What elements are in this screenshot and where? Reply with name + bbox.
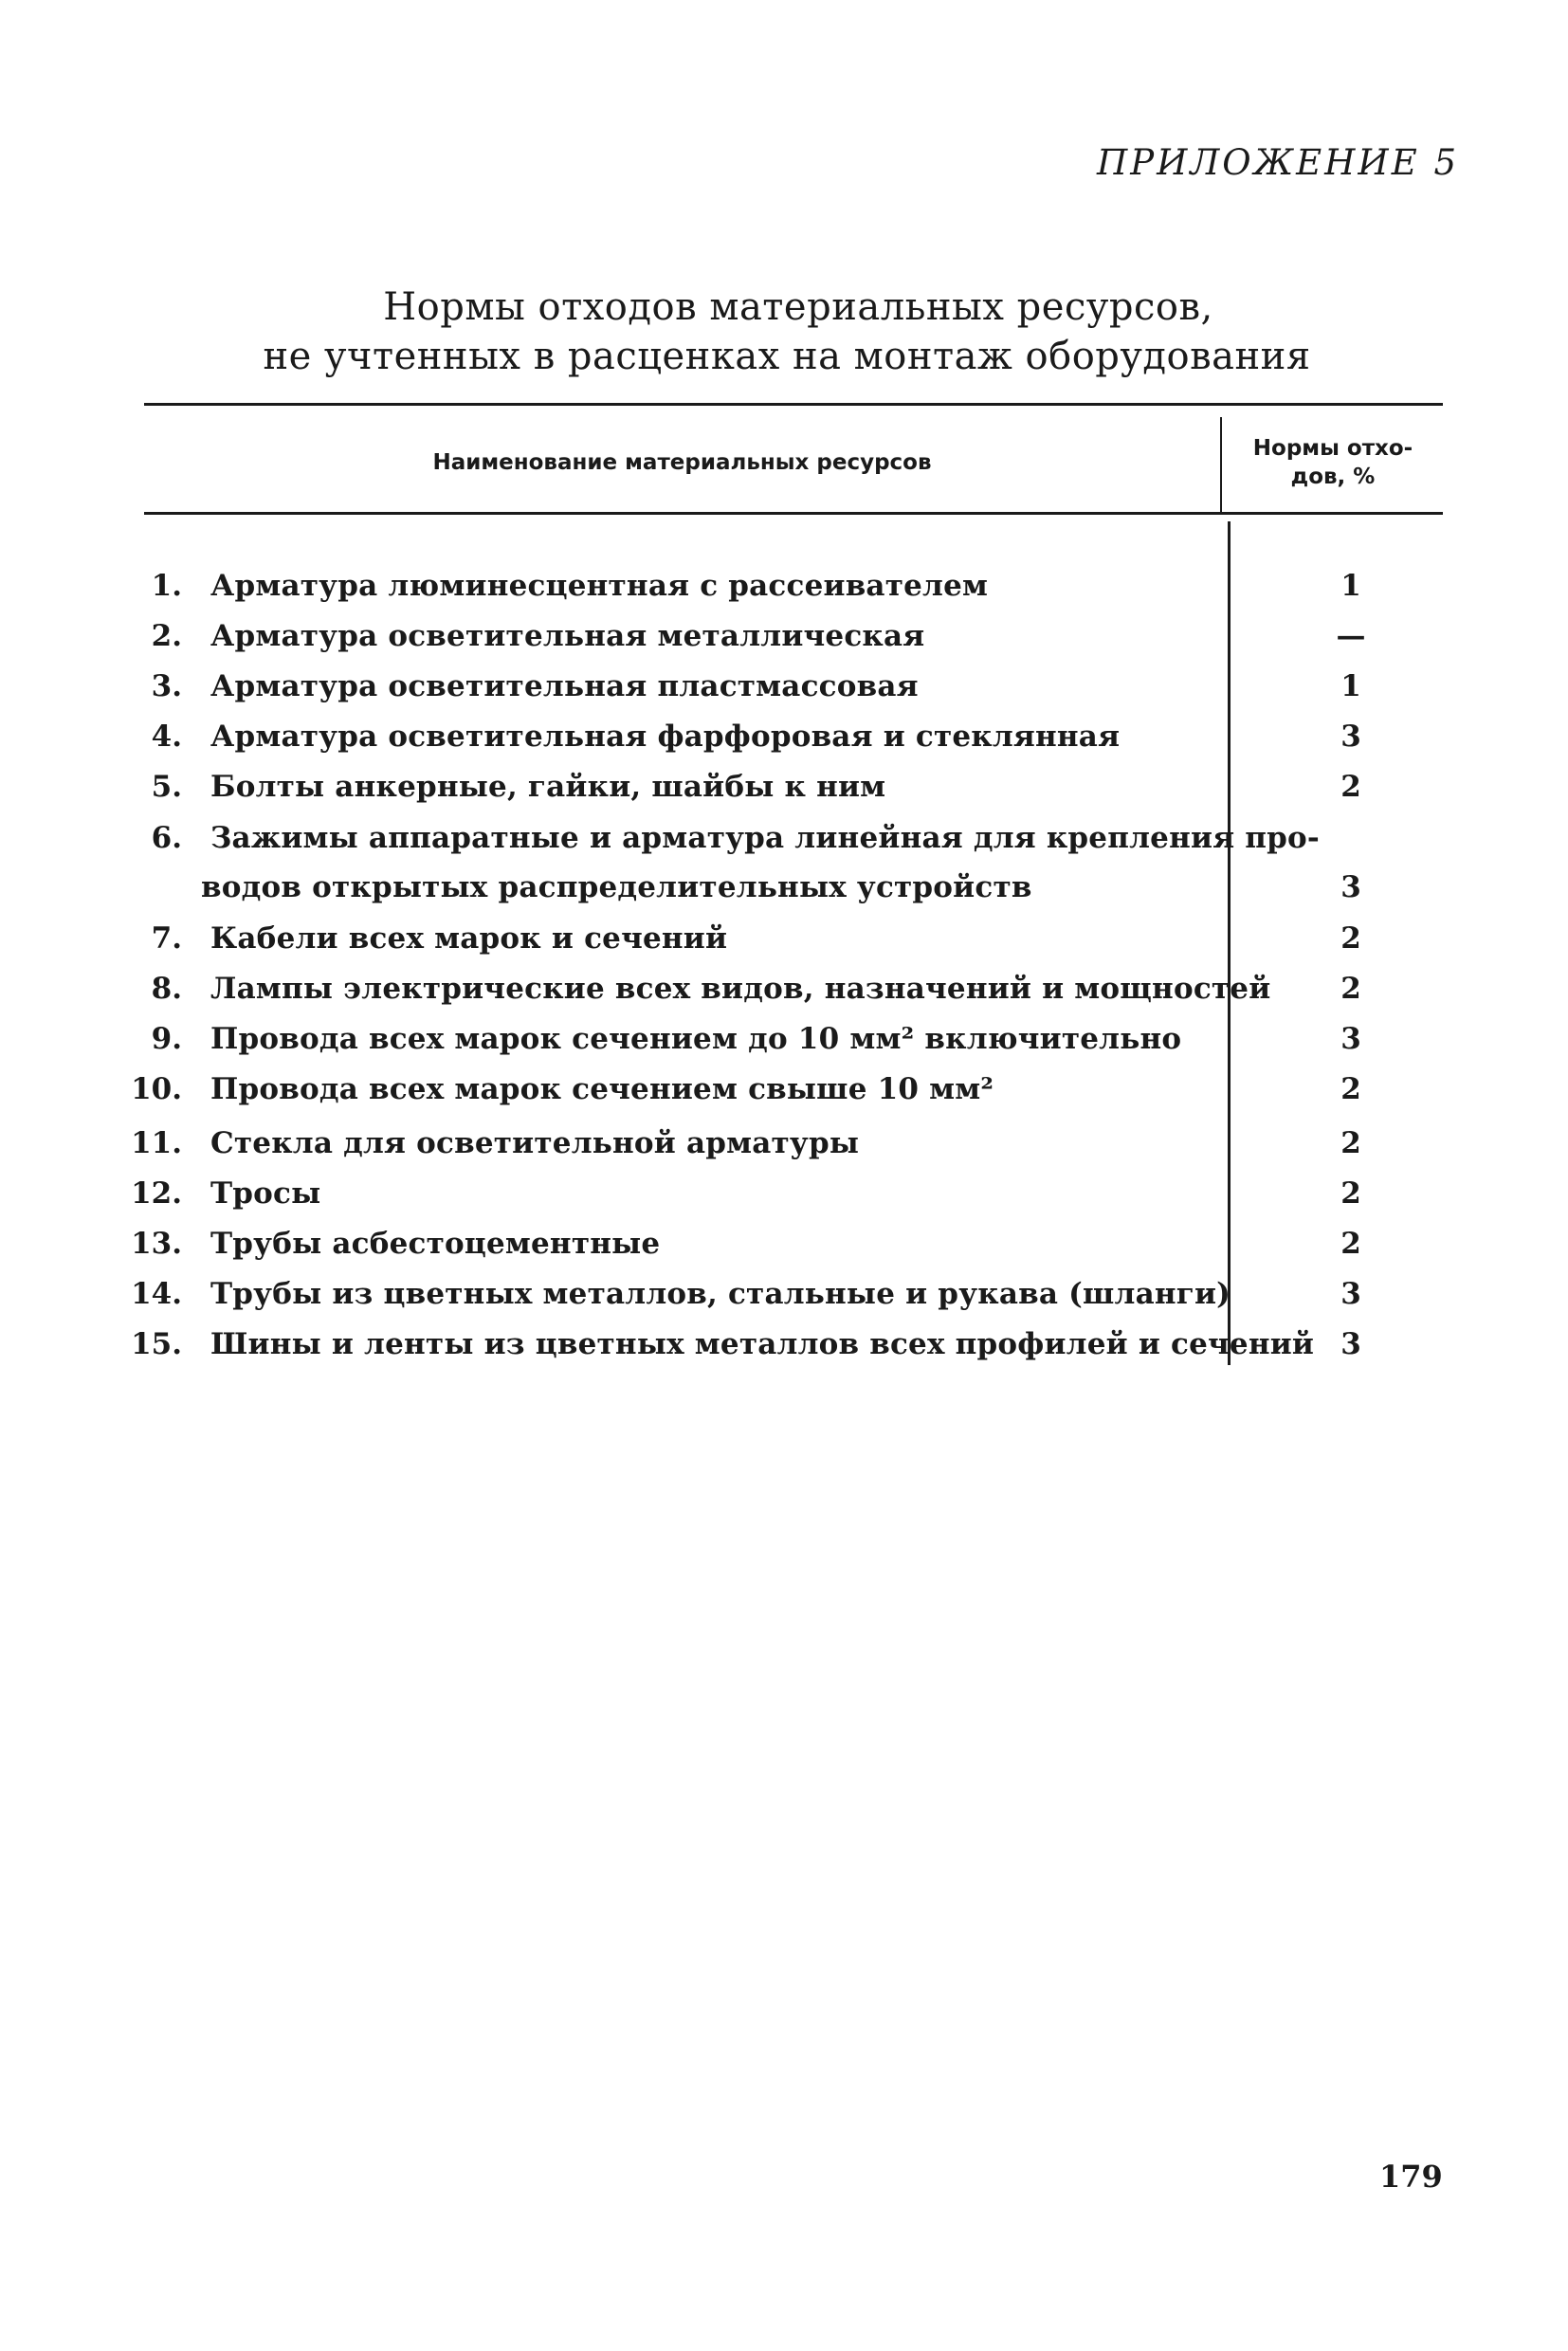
- column-header-norm-line2: дов, %: [1290, 465, 1376, 489]
- row-value: 2: [1340, 770, 1361, 804]
- header-bottom-rule: [144, 512, 1443, 515]
- table-row: [0, 1022, 1568, 1071]
- column-header-norm: [1223, 434, 1443, 491]
- table-row: [0, 1277, 1568, 1326]
- row-number: 11.: [131, 1126, 182, 1160]
- row-name: Трубы из цветных металлов, стальные и рукава (шланги): [210, 1277, 1231, 1311]
- row-name: Провода всех марок сечением свыше 10 мм²: [210, 1072, 994, 1106]
- table-row: [0, 569, 1568, 618]
- row-name: Шины и ленты из цветных металлов всех профилей и сечений: [210, 1327, 1315, 1361]
- row-number: 8.: [151, 972, 182, 1006]
- page-number: 179: [1379, 2159, 1443, 2195]
- row-name: Трубы асбестоцементные: [210, 1227, 661, 1261]
- row-value: 3: [1340, 870, 1361, 904]
- row-value: 3: [1340, 1277, 1361, 1311]
- table-row: [0, 972, 1568, 1021]
- table-row: [0, 821, 1568, 870]
- title-line-1: Нормы отходов материальных ресурсов,: [383, 285, 1213, 329]
- row-number: 14.: [131, 1277, 182, 1311]
- row-number: 2.: [151, 619, 182, 653]
- table-row: [0, 720, 1568, 769]
- row-number: 1.: [151, 569, 182, 603]
- row-value: 3: [1340, 720, 1361, 754]
- row-name: Зажимы аппаратные и арматура линейная для крепления про-: [210, 821, 1320, 855]
- row-number: 7.: [151, 921, 182, 956]
- row-number: 6.: [151, 821, 182, 855]
- row-name: Тросы: [210, 1176, 321, 1211]
- row-value: 2: [1340, 1072, 1361, 1106]
- table-row: [0, 770, 1568, 819]
- row-value: 1: [1340, 669, 1361, 703]
- table-row: [0, 921, 1568, 971]
- appendix-label: ПРИЛОЖЕНИЕ 5: [1096, 142, 1459, 183]
- row-name: Стекла для осветительной арматуры: [210, 1126, 860, 1160]
- row-name: Провода всех марок сечением до 10 мм² включительно: [210, 1022, 1182, 1056]
- row-number: 5.: [151, 770, 182, 804]
- row-value: 1: [1340, 569, 1361, 603]
- row-value: 2: [1340, 1227, 1361, 1261]
- table-row: [0, 1176, 1568, 1226]
- table-top-rule: [144, 403, 1443, 406]
- table-row: [0, 1126, 1568, 1176]
- row-number: 9.: [151, 1022, 182, 1056]
- row-value: —: [1336, 619, 1366, 653]
- table-row: [0, 1327, 1568, 1376]
- row-value: 2: [1340, 1176, 1361, 1211]
- row-number: 12.: [131, 1176, 182, 1211]
- row-value: 2: [1340, 1126, 1361, 1160]
- row-name-continuation: водов открытых распределительных устройств: [201, 870, 1032, 904]
- row-name: Болты анкерные, гайки, шайбы к ним: [210, 770, 886, 804]
- row-value: 3: [1340, 1327, 1361, 1361]
- row-name: Арматура осветительная фарфоровая и стеклянная: [210, 720, 1121, 754]
- row-value: 3: [1340, 1022, 1361, 1056]
- row-number: 13.: [131, 1227, 182, 1261]
- column-header-name: Наименование материальных ресурсов: [432, 450, 932, 475]
- row-name: Арматура осветительная металлическая: [210, 619, 925, 653]
- column-header-norm-line1: Нормы отхо-: [1252, 436, 1413, 461]
- table-row: [0, 1072, 1568, 1121]
- table-row: [0, 619, 1568, 668]
- table-row: [0, 669, 1568, 719]
- document-title: [0, 282, 1568, 381]
- table-row: [0, 1227, 1568, 1276]
- row-number: 4.: [151, 720, 182, 754]
- header-column-divider: [1220, 417, 1222, 512]
- row-number: 10.: [131, 1072, 182, 1106]
- row-value: 2: [1340, 972, 1361, 1006]
- row-name: Арматура осветительная пластмассовая: [210, 669, 919, 703]
- row-name: Кабели всех марок и сечений: [210, 921, 728, 956]
- row-name: Лампы электрические всех видов, назначений и мощностей: [210, 972, 1271, 1006]
- title-line-2: не учтенных в расценках на монтаж оборудования: [263, 335, 1311, 378]
- row-number: 15.: [131, 1327, 182, 1361]
- row-value: 2: [1340, 921, 1361, 956]
- row-number: 3.: [151, 669, 182, 703]
- table-row-continuation: [0, 870, 1568, 920]
- row-name: Арматура люминесцентная с рассеивателем: [210, 569, 989, 603]
